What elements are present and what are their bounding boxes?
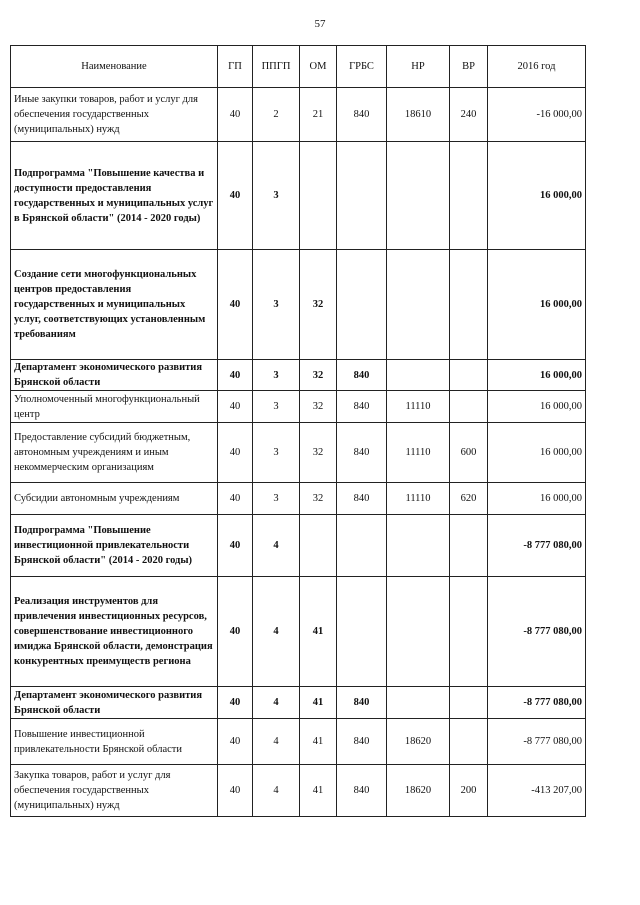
budget-table <box>10 45 586 817</box>
row-gp: 40 <box>218 88 253 142</box>
row-gp: 40 <box>218 765 253 817</box>
row-gp: 40 <box>218 515 253 577</box>
row-om <box>300 515 337 577</box>
row-name: Закупка товаров, работ и услуг для обеспечения государственных (муниципальных) нужд <box>11 765 218 817</box>
row-nr <box>387 250 450 360</box>
page-number: 57 <box>314 18 326 30</box>
table-row <box>11 577 586 687</box>
row-gp: 40 <box>218 687 253 719</box>
row-name: Подпрограмма "Повышение качества и доступности предоставления государственных и муниципальных услуг в Брянской области" (2014 - 2020 годы) <box>11 142 218 250</box>
table-row <box>11 423 586 483</box>
row-ppgp: 3 <box>253 360 300 391</box>
header-name: Наименование <box>11 46 218 88</box>
row-nr: 11110 <box>387 391 450 423</box>
row-amount: 16 000,00 <box>488 391 586 423</box>
row-nr <box>387 142 450 250</box>
row-gp: 40 <box>218 423 253 483</box>
row-ppgp: 3 <box>253 483 300 515</box>
row-om: 32 <box>300 360 337 391</box>
row-vr <box>450 391 488 423</box>
row-grbs <box>337 142 387 250</box>
table-row <box>11 515 586 577</box>
row-grbs: 840 <box>337 391 387 423</box>
header-2016: 2016 год <box>488 46 586 88</box>
header-ppgp: ППГП <box>253 46 300 88</box>
row-gp: 40 <box>218 360 253 391</box>
row-om: 32 <box>300 423 337 483</box>
row-name: Повышение инвестиционной привлекательности Брянской области <box>11 719 218 765</box>
row-vr: 200 <box>450 765 488 817</box>
row-ppgp: 4 <box>253 515 300 577</box>
row-grbs: 840 <box>337 88 387 142</box>
row-amount: 16 000,00 <box>488 250 586 360</box>
row-om: 41 <box>300 577 337 687</box>
table-row <box>11 765 586 817</box>
row-nr <box>387 687 450 719</box>
row-ppgp: 2 <box>253 88 300 142</box>
header-gp: ГП <box>218 46 253 88</box>
row-ppgp: 3 <box>253 391 300 423</box>
row-amount: 16 000,00 <box>488 360 586 391</box>
header-nr: НР <box>387 46 450 88</box>
row-grbs <box>337 515 387 577</box>
row-ppgp: 4 <box>253 719 300 765</box>
row-om: 21 <box>300 88 337 142</box>
table-header-row <box>11 46 586 88</box>
table-row <box>11 142 586 250</box>
row-vr: 600 <box>450 423 488 483</box>
row-grbs: 840 <box>337 719 387 765</box>
row-name: Реализация инструментов для привлечения инвестиционных ресурсов, совершенствование инвестиционного имиджа Брянской области, демонстрация конкурентных преимуществ региона <box>11 577 218 687</box>
row-nr <box>387 360 450 391</box>
row-name: Подпрограмма "Повышение инвестиционной привлекательности Брянской области" (2014 - 2020 годы) <box>11 515 218 577</box>
header-om: ОМ <box>300 46 337 88</box>
row-grbs: 840 <box>337 687 387 719</box>
row-amount: 16 000,00 <box>488 483 586 515</box>
row-amount: -8 777 080,00 <box>488 687 586 719</box>
row-grbs <box>337 250 387 360</box>
row-om: 32 <box>300 391 337 423</box>
row-om: 41 <box>300 765 337 817</box>
row-grbs: 840 <box>337 423 387 483</box>
row-gp: 40 <box>218 142 253 250</box>
row-nr: 18610 <box>387 88 450 142</box>
row-grbs <box>337 577 387 687</box>
row-grbs: 840 <box>337 483 387 515</box>
row-om: 32 <box>300 483 337 515</box>
table-row <box>11 483 586 515</box>
table-row <box>11 360 586 391</box>
row-name: Иные закупки товаров, работ и услуг для обеспечения государственных (муниципальных) нужд <box>11 88 218 142</box>
row-nr <box>387 577 450 687</box>
row-nr: 18620 <box>387 719 450 765</box>
row-name: Предоставление субсидий бюджетным, автономным учреждениям и иным некоммерческим организациям <box>11 423 218 483</box>
table-row <box>11 88 586 142</box>
row-ppgp: 4 <box>253 577 300 687</box>
row-grbs: 840 <box>337 360 387 391</box>
row-vr <box>450 250 488 360</box>
row-name: Департамент экономического развития Брянской области <box>11 687 218 719</box>
row-name: Создание сети многофункциональных центров предоставления государственных и муниципальных услуг, соответствующих установленным требованиям <box>11 250 218 360</box>
row-vr <box>450 577 488 687</box>
row-nr <box>387 515 450 577</box>
table-row <box>11 391 586 423</box>
row-ppgp: 3 <box>253 423 300 483</box>
row-gp: 40 <box>218 391 253 423</box>
table-row <box>11 719 586 765</box>
row-om: 32 <box>300 250 337 360</box>
row-amount: 16 000,00 <box>488 142 586 250</box>
row-nr: 18620 <box>387 765 450 817</box>
row-om <box>300 142 337 250</box>
row-nr: 11110 <box>387 423 450 483</box>
row-name: Уполномоченный многофункциональный центр <box>11 391 218 423</box>
row-nr: 11110 <box>387 483 450 515</box>
header-vr: ВР <box>450 46 488 88</box>
row-vr <box>450 142 488 250</box>
row-vr <box>450 687 488 719</box>
row-name: Субсидии автономным учреждениям <box>11 483 218 515</box>
row-vr <box>450 360 488 391</box>
row-ppgp: 4 <box>253 765 300 817</box>
row-vr <box>450 515 488 577</box>
row-om: 41 <box>300 687 337 719</box>
row-vr: 620 <box>450 483 488 515</box>
row-gp: 40 <box>218 577 253 687</box>
row-gp: 40 <box>218 250 253 360</box>
row-amount: -413 207,00 <box>488 765 586 817</box>
table-row <box>11 687 586 719</box>
header-grbs: ГРБС <box>337 46 387 88</box>
row-ppgp: 3 <box>253 142 300 250</box>
row-name: Департамент экономического развития Брянской области <box>11 360 218 391</box>
row-amount: -8 777 080,00 <box>488 515 586 577</box>
table-row <box>11 250 586 360</box>
row-ppgp: 4 <box>253 687 300 719</box>
row-amount: 16 000,00 <box>488 423 586 483</box>
row-amount: -8 777 080,00 <box>488 719 586 765</box>
row-vr <box>450 719 488 765</box>
row-amount: -8 777 080,00 <box>488 577 586 687</box>
row-gp: 40 <box>218 483 253 515</box>
row-amount: -16 000,00 <box>488 88 586 142</box>
row-ppgp: 3 <box>253 250 300 360</box>
row-om: 41 <box>300 719 337 765</box>
row-grbs: 840 <box>337 765 387 817</box>
row-vr: 240 <box>450 88 488 142</box>
row-gp: 40 <box>218 719 253 765</box>
